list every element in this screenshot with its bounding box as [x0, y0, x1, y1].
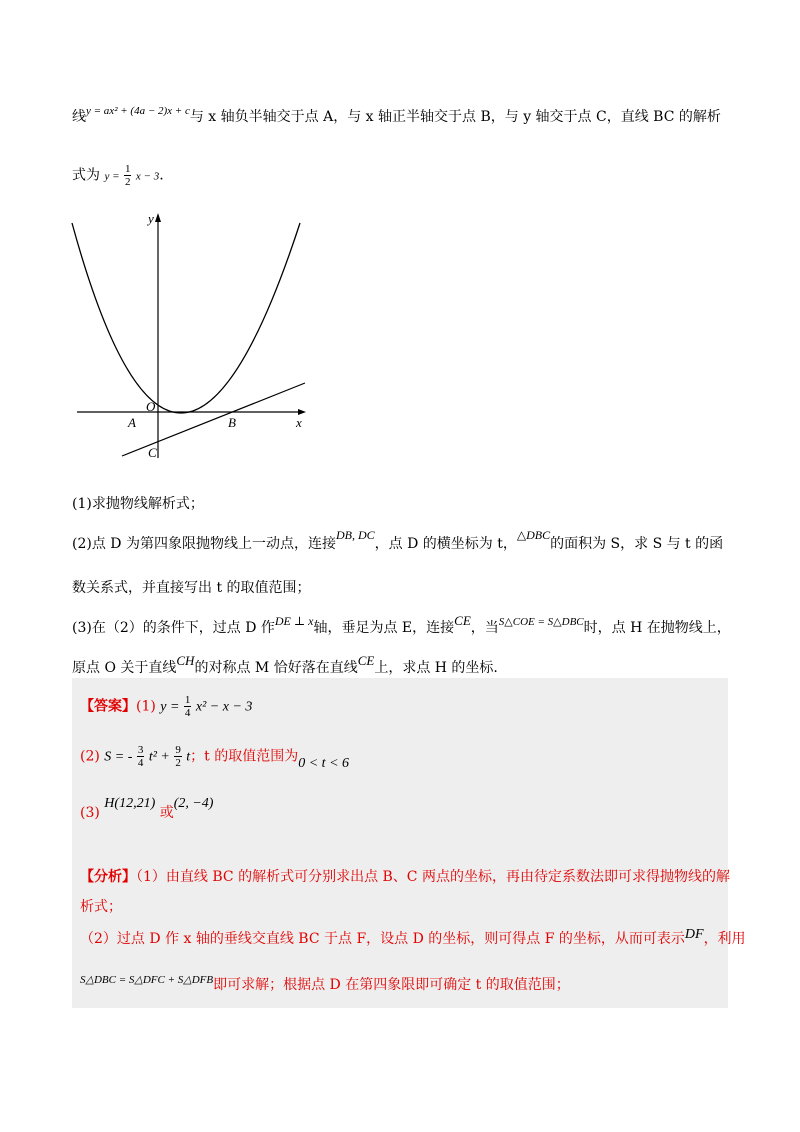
analysis-2: （2）过点 D 作 x 轴的垂线交直线 BC 于点 F，设点 D 的坐标，则可得点 F 的坐标，从而可表示DF，利用	[80, 927, 746, 947]
y-axis-arrow-icon	[155, 213, 161, 222]
question-3-line-1: (3)在（2）的条件下，过点 D 作DE ⊥ x轴，垂足为点 E，连接CE，当$^{S\triangle COE = S\triangle DBC}$时，点 H 在抛物线上，	[72, 613, 731, 636]
line2-prefix: 式为	[72, 167, 100, 184]
parabola-equation: y = ax² + (4a − 2)x + c	[86, 105, 190, 117]
label-y: y	[148, 211, 154, 226]
analysis-1: 【分析】（1）由直线 BC 的解析式可分别求出点 B、C 两点的坐标，再由待定系数法即可求得抛物线的解	[80, 869, 730, 885]
question-2-line-1: (2)点 D 为第四象限抛物线上一动点，连接DB, DC，点 D 的横坐标为 t，△DBC的面积为 S，求 S 与 t 的函	[72, 528, 724, 552]
bc-eq-rhs: x − 3	[135, 170, 160, 183]
question-1: (1)求抛物线解析式；	[72, 496, 204, 512]
q3-math-ch: CH	[176, 653, 195, 668]
question-2-line-2: 数关系式，并直接写出 t 的取值范围；	[72, 580, 311, 596]
answer-panel	[72, 678, 746, 1008]
t-range: 0 < t < 6	[298, 755, 350, 771]
q3-math-de-perp: DE ⊥ x	[274, 614, 314, 628]
problem-line-2: 式为 y = $\frac{1}{2}$ x − 3.	[72, 163, 164, 188]
point-h-1: H(12,21)	[104, 796, 156, 811]
label-b: B	[228, 415, 236, 430]
answer-tag: 【答案】	[80, 698, 136, 715]
line1-text: 与 x 轴负半轴交于点 A，与 x 轴正半轴交于点 B，与 y 轴交于点 C，直线 BC 的解析	[189, 109, 721, 125]
analysis-2b: $^{S\triangle DBC = S\triangle DFC + S\triangle DFB}$即可求解；根据点 D 在第四象限即可确定 t 的取值范围；	[80, 974, 570, 993]
label-a: A	[128, 415, 136, 430]
q3-math-ce-2: CE	[357, 653, 375, 668]
bc-eq-fraction: $\frac{1}{2}$	[124, 163, 131, 188]
bc-eq-lhs: y =	[104, 170, 120, 183]
analysis-1b: 析式；	[80, 899, 122, 915]
label-x: x	[296, 415, 302, 430]
label-o: O	[146, 399, 156, 414]
q3-math-area-equal: S△COE = S△DBC	[498, 616, 584, 628]
line1-prefix: 线	[72, 109, 86, 125]
question-3-line-2: 原点 O 关于直线CH的对称点 M 恰好落在直线CE上，求点 H 的坐标.	[72, 653, 498, 676]
answer-3: (3) H(12,21) 或(2, −4)	[80, 796, 214, 821]
parabola-curve	[72, 223, 300, 413]
label-c: C	[148, 445, 157, 460]
answer-2: (2) S = - $\frac{3}{4}$ t² + $\frac{9}{2}$ t；t 的取值范围为0 < t < 6	[80, 744, 350, 771]
answer-1: 【答案】(1) y = $\frac{1}{4}$ x² − x − 3	[80, 694, 253, 719]
q2-math-triangle-dbc: △DBC	[516, 528, 551, 542]
q3-math-ce: CE	[454, 613, 471, 628]
analysis-tag: 【分析】	[80, 869, 136, 885]
q2-math-db-dc: DB, DC	[335, 528, 375, 542]
point-h-2: (2, −4)	[173, 796, 214, 811]
problem-line-1	[72, 106, 721, 126]
parabola-figure	[62, 205, 312, 465]
